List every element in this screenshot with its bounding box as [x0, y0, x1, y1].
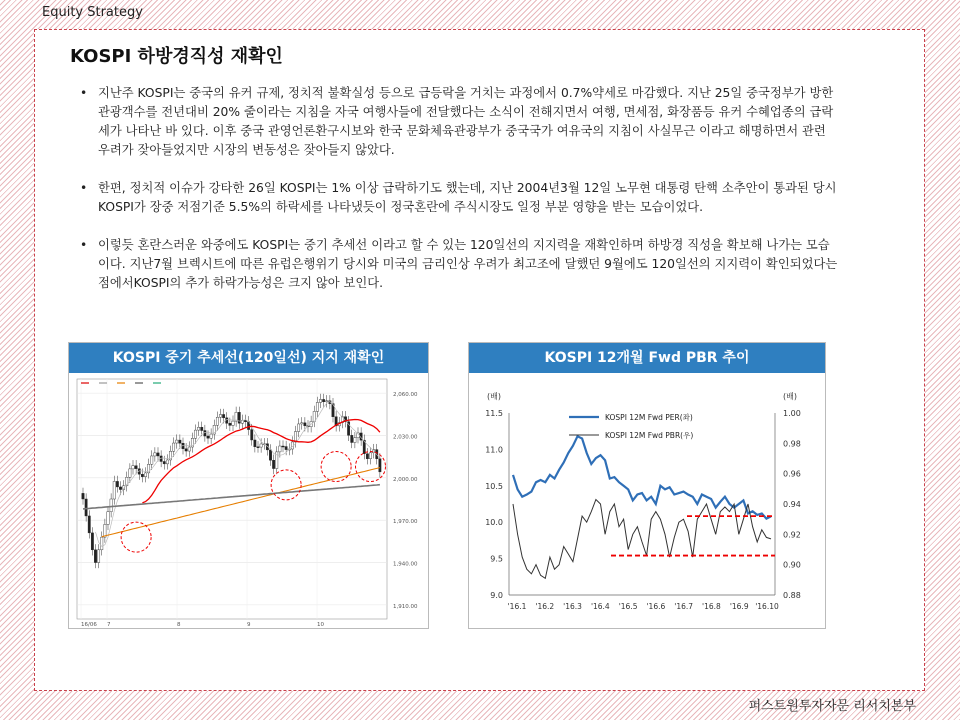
- x-tick-label: 7: [107, 622, 111, 628]
- left-axis-unit: (배): [487, 392, 501, 401]
- left-tick-label: 10.0: [485, 518, 503, 528]
- candle-body: [110, 499, 112, 512]
- candle-body: [229, 423, 231, 425]
- candle-body: [282, 446, 284, 447]
- candle-body: [194, 430, 196, 438]
- x-tick-label: '16.4: [590, 602, 610, 611]
- candle-body: [188, 447, 190, 451]
- y-tick-label: 1,910.00: [393, 603, 418, 610]
- candle-body: [366, 454, 368, 459]
- candle-body: [94, 550, 96, 563]
- left-tick-label: 9.0: [490, 591, 503, 600]
- candle-body: [132, 466, 134, 469]
- candle-body: [316, 402, 318, 411]
- x-tick-label: '16.8: [702, 602, 721, 611]
- candle-body: [82, 493, 84, 499]
- candle-body: [141, 474, 143, 476]
- candle-body: [116, 481, 118, 487]
- right-tick-label: 0.98: [783, 439, 801, 449]
- bullet-item: • 한편, 정치적 이슈가 강타한 26일 KOSPI는 1% 이상 급락하기도 했는데, 지난 2004년3월 12일 노무현 대통령 탄핵 소추안이 통과된 당시 KOSPI가 장중 저점기준 5.5%의 하락세를 나타냈듯이 정국혼란에 주식시장도 일정 부분 영향을 받는 모습이었다.: [80, 179, 840, 217]
- right-tick-label: 0.96: [783, 469, 801, 479]
- candle-body: [272, 460, 274, 468]
- candle-body: [113, 481, 115, 499]
- x-tick-label: '16.6: [646, 602, 666, 611]
- right-tick-label: 0.88: [783, 591, 801, 600]
- candle-body: [172, 443, 174, 451]
- candle-body: [179, 440, 181, 443]
- candle-body: [279, 446, 281, 452]
- candle-body: [326, 401, 328, 402]
- candle-body: [222, 414, 224, 417]
- bullet-item: • 이렇듯 혼란스러운 와중에도 KOSPI는 중기 추세선 이라고 할 수 있는 120일선의 지지력을 재확인하며 하방경 직성을 확보해 나가는 모습이다. 지난7월 브렉시트에 따른 유럽은행위기 당시와 미국의 금리인상 우려가 최고조에 달했던 9월에도 120일선의 지지력이 확인되었다는 점에서KOSPI의 추가 하락가능성은 크지 않아 보인다.: [80, 236, 840, 293]
- right-tick-label: 1.00: [783, 409, 801, 418]
- candle-body: [304, 423, 306, 426]
- candle-body: [238, 412, 240, 423]
- right-tick-label: 0.92: [783, 530, 801, 540]
- left-tick-label: 9.5: [490, 554, 503, 564]
- x-tick-label: '16.3: [563, 602, 582, 611]
- candle-body: [97, 550, 99, 563]
- right-tick-label: 0.94: [783, 500, 801, 509]
- candle-body: [135, 466, 137, 469]
- right-tick-label: 0.90: [783, 560, 801, 570]
- candle-body: [201, 427, 203, 430]
- candle-body: [232, 421, 234, 425]
- candle-body: [151, 456, 153, 464]
- candle-body: [216, 417, 218, 425]
- candle-body: [185, 449, 187, 451]
- y-tick-label: 1,970.00: [393, 519, 418, 526]
- candle-body: [251, 430, 253, 440]
- candlestick-plot: [69, 373, 428, 628]
- candle-body: [369, 453, 371, 459]
- candle-body: [257, 447, 259, 448]
- pbr-line-plot: [469, 373, 825, 628]
- candle-body: [85, 499, 87, 516]
- candle-body: [91, 533, 93, 550]
- left-tick-label: 11.5: [485, 409, 503, 418]
- x-tick-label: '16.5: [618, 602, 638, 611]
- x-tick-label: '16.1: [507, 602, 527, 611]
- y-tick-label: 2,030.00: [393, 434, 418, 441]
- candle-body: [269, 450, 271, 460]
- chart-title: KOSPI 12개월 Fwd PBR 추이: [469, 343, 825, 373]
- candle-body: [144, 473, 146, 477]
- candle-body: [354, 438, 356, 443]
- candle-body: [297, 424, 299, 432]
- pbr-series-line: [513, 500, 771, 579]
- x-tick-label: '16.10: [755, 602, 779, 611]
- candle-body: [351, 435, 353, 442]
- candle-body: [163, 461, 165, 463]
- candle-body: [157, 453, 159, 456]
- candle-body: [101, 537, 103, 550]
- left-tick-label: 10.5: [485, 481, 503, 491]
- bullet-list: [80, 84, 840, 312]
- candle-body: [119, 487, 121, 490]
- candle-body: [88, 516, 90, 533]
- candle-body: [176, 440, 178, 443]
- candle-body: [285, 447, 287, 450]
- x-tick-label: 8: [177, 622, 181, 628]
- candle-body: [107, 512, 109, 525]
- legend-label: KOSPI 12M Fwd PBR(우): [605, 431, 694, 440]
- candle-body: [207, 436, 209, 438]
- candle-body: [379, 459, 381, 472]
- candle-body: [154, 453, 156, 456]
- left-tick-label: 11.0: [485, 445, 503, 455]
- candle-body: [166, 460, 168, 464]
- x-tick-label: '16.9: [729, 602, 749, 611]
- candle-body: [313, 411, 315, 421]
- candle-body: [260, 444, 262, 447]
- legend-label: KOSPI 12M Fwd PER(좌): [605, 413, 693, 422]
- page-title: KOSPI 하방경직성 재확인: [70, 46, 283, 67]
- candle-body: [301, 423, 303, 424]
- x-tick-label: '16.2: [535, 602, 555, 611]
- y-tick-label: 1,940.00: [393, 561, 418, 568]
- bullet-item: • 지난주 KOSPI는 중국의 유커 규제, 정치적 불확실성 등으로 급등락을 거치는 과정에서 0.7%약세로 마감했다. 지난 25일 중국정부가 방한 관광객수를 전년대비 20% 줄이라는 지침을 자국 여행사들에 전달했다는 소식이 전해지면서 여행, 면세점, 화장품등 유커 수혜업종의 급락세가 나타난 바 있다. 이후 중국 관영언론환구시보와 한국 문화체육관광부가 중국국가 여유국의 지침이 사실무근 이라고 해명하면서 관련 우려가 잦아들었지만 시장의 변동성은 잦아들지 않았다.: [80, 84, 840, 160]
- chart-title: KOSPI 중기 추세선(120일선) 지지 재확인: [69, 343, 428, 373]
- x-tick-label: 10: [317, 622, 324, 628]
- candle-body: [129, 469, 131, 477]
- y-tick-label: 2,000.00: [393, 476, 418, 483]
- footer-label: 퍼스트원투자자문 리서치본부: [748, 699, 916, 714]
- x-tick-label: 16/06: [81, 622, 97, 628]
- candle-body: [254, 440, 256, 447]
- x-tick-label: 9: [247, 622, 251, 628]
- section-label: Equity Strategy: [42, 5, 143, 20]
- right-axis-unit: (배): [783, 392, 797, 401]
- candle-body: [319, 399, 321, 402]
- candle-body: [294, 432, 296, 442]
- x-tick-label: '16.7: [674, 602, 694, 611]
- candle-body: [197, 427, 199, 430]
- kospi-pbr-chart: [468, 342, 826, 629]
- candle-body: [219, 414, 221, 417]
- y-tick-label: 2,060.00: [393, 392, 418, 399]
- candle-body: [322, 399, 324, 401]
- kospi-candlestick-chart: [68, 342, 429, 629]
- candle-body: [210, 434, 212, 438]
